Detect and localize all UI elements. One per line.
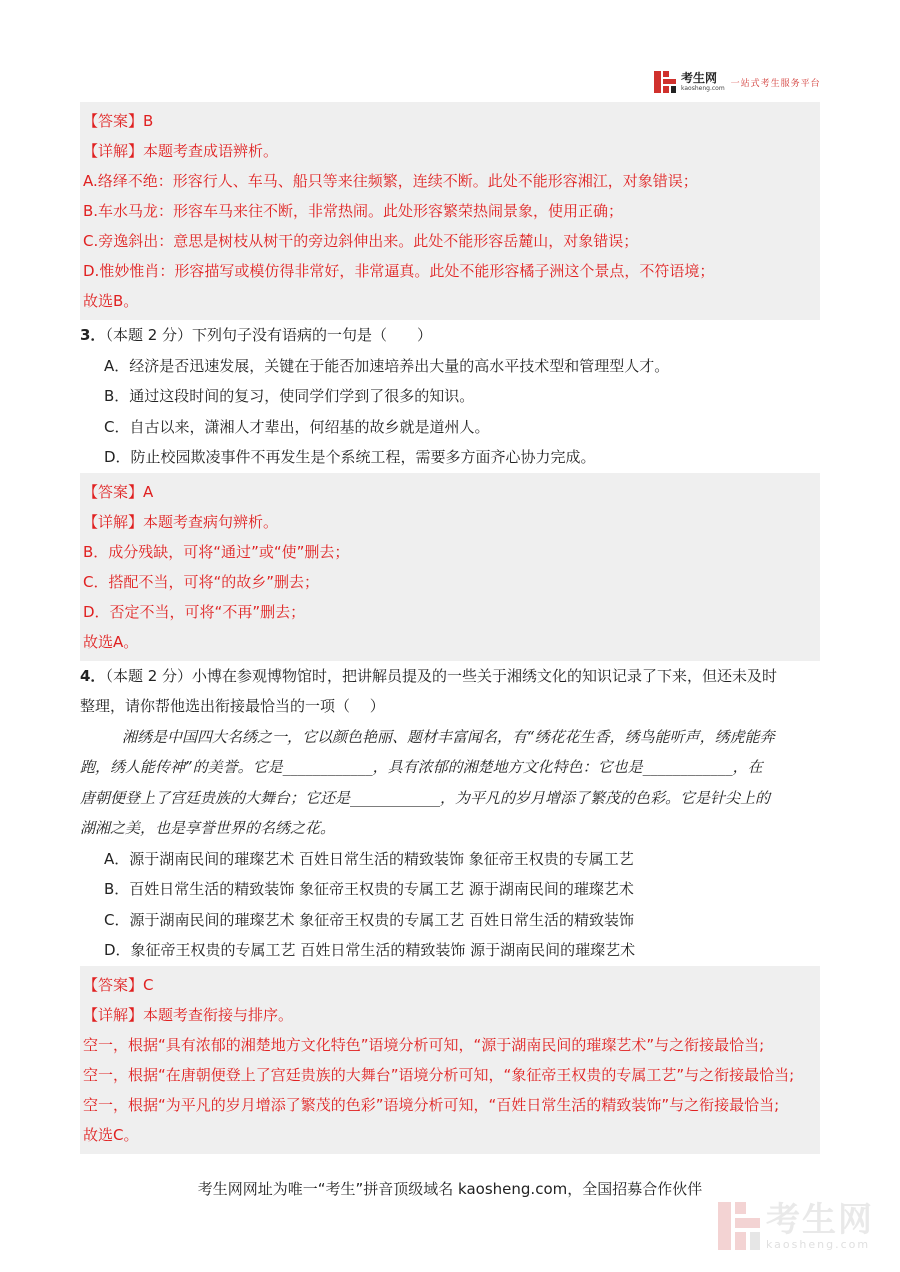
explanation-line: 空一，根据“在唐朝便登上了宫廷贵族的大舞台”语境分析可知，“象征帝王权贵的专属工艺”与之衔接最恰当; xyxy=(83,1065,795,1084)
answer-label: 【答案】A xyxy=(83,482,154,501)
option-a: A．源于湖南民间的璀璨艺术 百姓日常生活的精致装饰 象征帝王权贵的专属工艺 xyxy=(104,849,634,868)
question-text: 下列句子没有语病的一句是（ ） xyxy=(192,326,433,344)
answer-label: 【答案】C xyxy=(83,975,154,994)
question-number: 4． xyxy=(80,666,106,685)
answer-block-q2 xyxy=(80,102,820,320)
question-score: （本题 2 分） xyxy=(105,666,193,685)
option-d: D．象征帝王权贵的专属工艺 百姓日常生活的精致装饰 源于湖南民间的璀璨艺术 xyxy=(104,941,636,959)
answer-block-q4 xyxy=(80,966,820,1154)
answer-detail: 【详解】本题考查病句辨析。 xyxy=(83,512,279,531)
option-d: D．防止校园欺凌事件不再发生是个系统工程，需要多方面齐心协力完成。 xyxy=(104,448,596,466)
explanation-line: C．搭配不当，可将“的故乡”删去； xyxy=(83,572,320,591)
explanation-line: 空一，根据“为平凡的岁月增添了繁茂的色彩”语境分析可知，“百姓日常生活的精致装饰”与之衔接最恰当; xyxy=(83,1095,780,1114)
logo-slogan: 一站式考生服务平台 xyxy=(730,78,821,89)
document-content xyxy=(80,102,820,1154)
passage-line: 跑，绣人能传神”的美誉。它是____________，具有浓郁的湘楚地方文化特色：它也是____________，在 xyxy=(80,758,763,776)
passage-line: 湘绣是中国四大名绣之一，它以颜色艳丽、题材丰富闻名，有“绣花花生香，绣鸟能听声，绣虎能奔 xyxy=(122,727,775,746)
explanation-line: D．否定不当，可将“不再”删去； xyxy=(83,602,306,621)
passage-line: 唐朝便登上了宫廷贵族的大舞台；它还是____________，为平凡的岁月增添了繁茂的色彩。它是针尖上的 xyxy=(80,788,771,807)
answer-label: 【答案】B xyxy=(83,112,154,130)
watermark-logo-icon xyxy=(716,1200,762,1252)
explanation-line: B．成分残缺，可将“通过”或“使”删去； xyxy=(83,542,350,561)
explanation-line: A.络绎不绝：形容行人、车马、船只等来往频繁，连续不断。此处不能形容湘江，对象错误； xyxy=(83,172,698,190)
answer-detail: 【详解】本题考查衔接与排序。 xyxy=(83,1005,294,1024)
question-text-continued: 整理，请你帮他选出衔接最恰当的一项（ ） xyxy=(80,697,385,715)
option-c: C．源于湖南民间的璀璨艺术 象征帝王权贵的专属工艺 百姓日常生活的精致装饰 xyxy=(104,910,635,929)
answer-conclusion: 故选B。 xyxy=(83,292,139,310)
answer-conclusion: 故选A。 xyxy=(83,632,139,651)
option-b: B．百姓日常生活的精致装饰 象征帝王权贵的专属工艺 源于湖南民间的璀璨艺术 xyxy=(104,880,634,898)
explanation-line: 空一，根据“具有浓郁的湘楚地方文化特色”语境分析可知，“源于湖南民间的璀璨艺术”与之衔接最恰当; xyxy=(83,1035,765,1054)
answer-detail: 【详解】本题考查成语辨析。 xyxy=(83,142,279,160)
option-a: A．经济是否迅速发展，关键在于能否加速培养出大量的高水平技术型和管理型人才。 xyxy=(104,356,670,375)
passage-line: 湖湘之美，也是享誉世界的名绣之花。 xyxy=(80,819,336,837)
question-4 xyxy=(80,661,820,966)
passage xyxy=(80,722,820,844)
explanation-line: C.旁逸斜出：意思是树枝从树干的旁边斜伸出来。此处不能形容岳麓山，对象错误； xyxy=(83,232,639,250)
watermark-name: 考生网 xyxy=(766,1199,874,1240)
logo-domain: kaosheng.com xyxy=(681,85,725,92)
explanation-line: D.惟妙惟肖：形容描写或模仿得非常好，非常逼真。此处不能形容橘子洲这个景点，不符语境； xyxy=(83,262,715,280)
question-stem xyxy=(80,320,820,351)
question-3 xyxy=(80,320,820,473)
explanation-line: B.车水马龙：形容车马来往不断，非常热闹。此处形容繁荣热闹景象，使用正确； xyxy=(83,202,624,220)
option-b: B．通过这段时间的复习，使同学们学到了很多的知识。 xyxy=(104,387,475,405)
watermark xyxy=(716,1200,874,1252)
header-logo xyxy=(653,70,821,94)
question-text: 小博在参观博物馆时，把讲解员提及的一些关于湘绣文化的知识记录了下来，但还未及时 xyxy=(192,666,778,685)
kaosheng-logo-icon xyxy=(653,70,677,94)
option-c: C．自古以来，潇湘人才辈出，何绍基的故乡就是道州人。 xyxy=(104,417,490,436)
logo-name: 考生网 xyxy=(681,71,718,85)
question-number: 3． xyxy=(80,326,106,344)
question-stem xyxy=(80,661,820,692)
question-score: （本题 2 分） xyxy=(105,326,193,344)
page-footer: 考生网网址为唯一“考生”拼音顶级域名 kaosheng.com，全国招募合作伙伴 xyxy=(197,1180,703,1198)
answer-conclusion: 故选C。 xyxy=(83,1125,139,1144)
watermark-domain: kaosheng.com xyxy=(766,1237,871,1251)
answer-block-q3 xyxy=(80,473,820,661)
